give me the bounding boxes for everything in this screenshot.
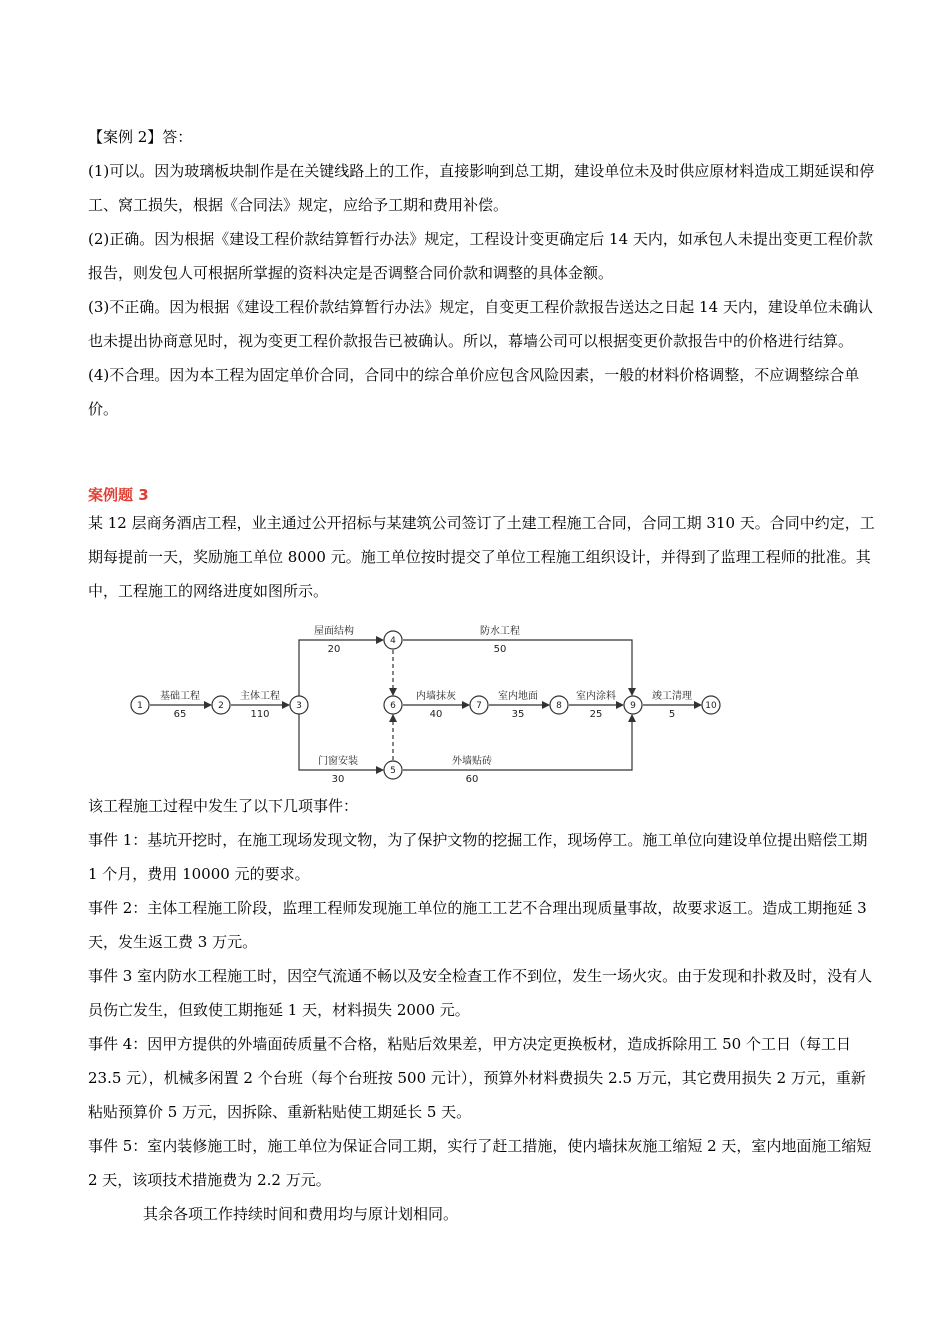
- node-label-3: 3: [296, 701, 302, 711]
- case2-title: 【案例 2】答：: [88, 128, 193, 146]
- case2-answer-3: (3)不正确。因为根据《建设工程价款结算暂行办法》规定，自变更工程价款报告送达之日起 14 天内，建设单位未确认也未提出协商意见时，视为变更工程价款报告已被确认。所以，幕墙公司可以根据变更价款报告中的价格进行结算。: [88, 298, 873, 350]
- case3-events-section: [88, 789, 878, 1231]
- case3-intro-section: [88, 506, 878, 608]
- node-label-7: 7: [476, 701, 482, 711]
- activity-duration-4-9: 50: [493, 644, 507, 655]
- activity-duration-5-9: 60: [465, 774, 479, 785]
- node-label-1: 1: [137, 701, 143, 711]
- activity-duration-6-7: 40: [429, 709, 443, 720]
- activity-name-4-9: 防水工程: [480, 626, 520, 637]
- event-4: 事件 4：因甲方提供的外墙面砖质量不合格，粘贴后效果差，甲方决定更换板材，造成拆除用工 50 个工日（每工日 23.5 元），机械多闲置 2 个台班（每个台班按 500 元计），预算外材料费损失 2.5 万元，其它费用损失 2 万元，重新粘贴预算价 5 万元，因拆除、重新粘贴使工期延长 5 天。: [88, 1035, 866, 1121]
- case2-answer-2: (2)正确。因为根据《建设工程价款结算暂行办法》规定，工程设计变更确定后 14 天内，如承包人未提出变更工程价款报告，则发包人可根据所掌握的资料决定是否调整合同价款和调整的具体金额。: [88, 230, 873, 282]
- activity-name-2-3: 主体工程: [240, 691, 280, 702]
- event-3: 事件 3 室内防水工程施工时，因空气流通不畅以及安全检查工作不到位，发生一场火灾。由于发现和扑救及时，没有人员伤亡发生，但致使工期拖延 1 天，材料损失 2000 元。: [88, 967, 873, 1019]
- node-label-2: 2: [218, 701, 224, 711]
- activity-duration-9-10: 5: [668, 709, 676, 720]
- node-label-6: 6: [390, 701, 396, 711]
- activity-name-3-4: 屋面结构: [314, 626, 354, 637]
- activity-name-5-9: 外墙贴砖: [452, 756, 492, 767]
- network-schedule-diagram: [120, 612, 740, 790]
- event-5: 事件 5：室内装修施工时，施工单位为保证合同工期，实行了赶工措施，使内墙抹灰施工缩短 2 天，室内地面施工缩短 2 天，该项技术措施费为 2.2 万元。: [88, 1137, 872, 1189]
- case2-answer-4: (4)不合理。因为本工程为固定单价合同，合同中的综合单价应包含风险因素，一般的材料价格调整，不应调整综合单价。: [88, 366, 860, 418]
- activity-name-3-5: 门窗安装: [318, 756, 358, 767]
- case2-answer-section: [88, 120, 878, 426]
- activity-duration-8-9: 25: [589, 709, 603, 720]
- case2-answer-1: (1)可以。因为玻璃板块制作是在关键线路上的工作，直接影响到总工期，建设单位未及时供应原材料造成工期延误和停工、窝工损失，根据《合同法》规定，应给予工期和费用补偿。: [88, 162, 875, 214]
- activity-duration-3-5: 30: [331, 774, 345, 785]
- arrow-5-9: [403, 715, 632, 770]
- node-label-8: 8: [556, 701, 562, 711]
- activity-name-1-2: 基础工程: [160, 691, 200, 702]
- event-1: 事件 1：基坑开挖时，在施工现场发现文物，为了保护文物的挖掘工作，现场停工。施工单位向建设单位提出赔偿工期 1 个月，费用 10000 元的要求。: [88, 831, 868, 883]
- activity-duration-7-8: 35: [511, 709, 525, 720]
- activity-duration-1-2: 65: [173, 709, 187, 720]
- node-label-10: 10: [705, 701, 717, 711]
- activity-name-9-10: 竣工清理: [652, 691, 692, 702]
- case3-heading: 案例题 3: [88, 486, 149, 504]
- activity-name-8-9: 室内涂料: [576, 691, 616, 702]
- activity-duration-2-3: 110: [250, 709, 270, 720]
- activity-name-7-8: 室内地面: [498, 691, 538, 702]
- activity-name-6-7: 内墙抹灰: [416, 691, 456, 702]
- activity-duration-3-4: 20: [327, 644, 341, 655]
- arrow-3-4: [299, 640, 383, 697]
- events-intro: 该工程施工过程中发生了以下几项事件：: [88, 797, 359, 815]
- event-2: 事件 2：主体工程施工阶段，监理工程师发现施工单位的施工工艺不合理出现质量事故，故要求返工。造成工期拖延 3 天，发生返工费 3 万元。: [88, 899, 867, 951]
- node-label-5: 5: [390, 766, 396, 776]
- closing-note: 其余各项工作持续时间和费用均与原计划相同。: [143, 1205, 459, 1223]
- node-label-9: 9: [630, 701, 636, 711]
- arrow-4-9: [403, 640, 632, 695]
- node-label-4: 4: [390, 636, 396, 646]
- case3-intro: 某 12 层商务酒店工程，业主通过公开招标与某建筑公司签订了土建工程施工合同，合同工期 310 天。合同中约定，工期每提前一天，奖励施工单位 8000 元。施工单位按时提交了单位工程施工组织设计，并得到了监理工程师的批准。其中，工程施工的网络进度如图所示。: [88, 514, 875, 600]
